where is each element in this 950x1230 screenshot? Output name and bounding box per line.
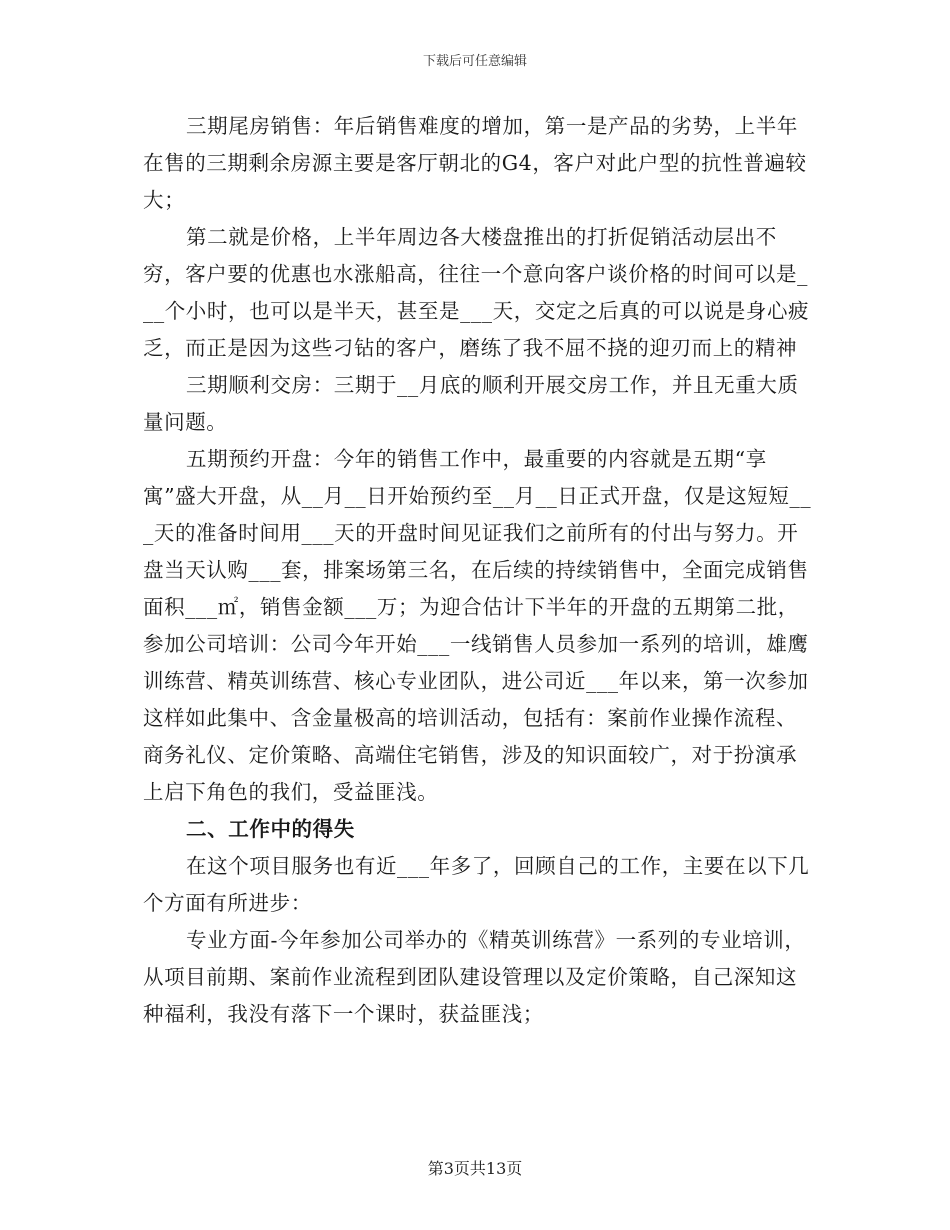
paragraph-professional: 专业方面-今年参加公司举办的《精英训练营》一系列的专业培训，从项目前期、案前作业流程到团队建设管理以及定价策略，自己深知这种福利，我没有落下一个课时，获益匪浅； [143,928,806,1026]
paragraph-phase3-tail-sales: 三期尾房销售：年后销售难度的增加，第一是产品的劣势，上半年在售的三期剩余房源主要是客厅朝北的G4，客户对此户型的抗性普遍较大； [143,114,807,212]
paragraph-phase3-handover: 三期顺利交房：三期于__月底的顺利开展交房工作，并且无重大质量问题。 [143,373,799,434]
paragraph-phase5-opening: 五期预约开盘：今年的销售工作中，最重要的内容就是五期“享寓”盛大开盘，从__月__日开始预约至__月__日正式开盘，仅是这短短___天的准备时间用___天的开盘时间见证我们之前所有的付出与努力。开盘当天认购___套，排案场第三名，在后续的持续销售中，全面完成销售面积___㎡，销售金额___万；为迎合估计下半年的开盘的五期第二批，参加公司培训：公司今年开始___一线销售人员参加一系列的培训，雄鹰训练营、精英训练营、核心专业团队，进公司近___年以来，第一次参加这样如此集中、含金量极高的培训活动，包括有：案前作业操作流程、商务礼仪、定价策略、高端住宅销售，涉及的知识面较广，对于扮演承上启下角色的我们，受益匪浅。 [143,447,812,804]
page-footer: 第3页共13页 [427,1159,523,1178]
paragraph-project-service: 在这个项目服务也有近___年多了，回顾自己的工作，主要在以下几个方面有所进步： [143,854,810,915]
paragraph-price: 第二就是价格，上半年周边各大楼盘推出的打折促销活动层出不穷，客户要的优惠也水涨船高，往往一个意向客户谈价格的时间可以是___个小时，也可以是半天，甚至是___天，交定之后真的可以说是身心疲乏，而正是因为这些刁钻的客户，磨练了我不屈不挠的迎刃而上的精神 [143,225,810,360]
document-body [143,108,813,1033]
section-heading-gains-losses: 二、工作中的得失 [186,817,355,841]
page-header: 下载后可任意编辑 [422,54,527,69]
